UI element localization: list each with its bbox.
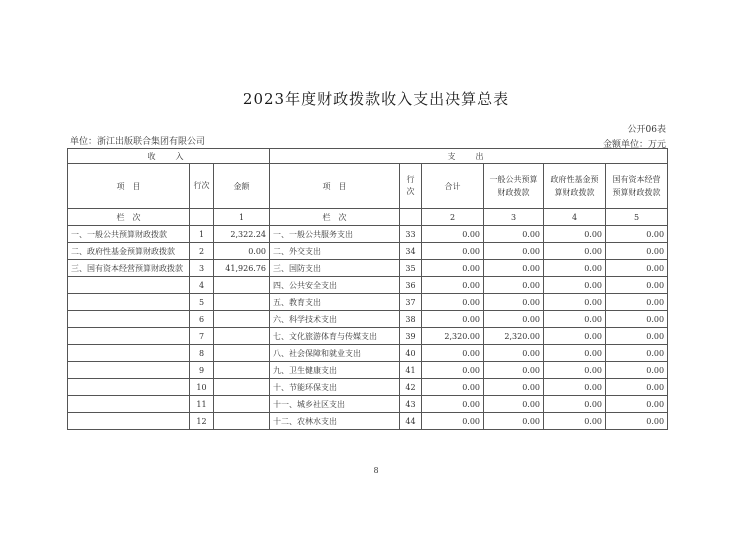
income-line-cell: 8: [190, 345, 214, 362]
general-budget-cell: 0.00: [484, 345, 544, 362]
expense-item-cell: 十二、农林水支出: [270, 413, 400, 430]
income-amount-cell: [214, 345, 270, 362]
income-amount-cell: [214, 396, 270, 413]
income-section-header: 收 入: [68, 149, 270, 164]
income-amount-cell: [214, 413, 270, 430]
expense-section-header: 支 出: [270, 149, 668, 164]
income-amount-cell: [214, 379, 270, 396]
total-cell: 0.00: [422, 362, 484, 379]
gov-fund-cell: 0.00: [544, 413, 606, 430]
expense-line-cell: 42: [400, 379, 422, 396]
income-amount-cell: [214, 362, 270, 379]
general-budget-cell: 0.00: [484, 260, 544, 277]
general-budget-cell: 0.00: [484, 413, 544, 430]
column-index-row: [68, 209, 668, 226]
header-total: 合计: [422, 164, 484, 209]
expense-item-cell: 十一、城乡社区支出: [270, 396, 400, 413]
income-line-cell: 11: [190, 396, 214, 413]
expense-item-cell: 九、卫生健康支出: [270, 362, 400, 379]
income-line-cell: 12: [190, 413, 214, 430]
col-index-1: 1: [214, 209, 270, 226]
table-row: [68, 294, 668, 311]
header-gov-fund: 政府性基金预算财政拨款: [544, 164, 606, 209]
income-amount-cell: [214, 311, 270, 328]
state-capital-cell: 0.00: [606, 294, 668, 311]
general-budget-cell: 0.00: [484, 277, 544, 294]
income-item-cell: [68, 277, 190, 294]
page-number: 8: [373, 466, 379, 475]
expense-line-cell: 39: [400, 328, 422, 345]
expense-item-cell: 四、公共安全支出: [270, 277, 400, 294]
total-cell: 0.00: [422, 277, 484, 294]
table-number: 公开06表: [627, 125, 666, 135]
state-capital-cell: 0.00: [606, 362, 668, 379]
header-state-capital: 国有资本经营预算财政拨款: [606, 164, 668, 209]
total-cell: 0.00: [422, 413, 484, 430]
header-income-amount: 金额: [214, 164, 270, 209]
budget-table: [67, 148, 668, 430]
gov-fund-cell: 0.00: [544, 243, 606, 260]
expense-item-cell: 六、科学技术支出: [270, 311, 400, 328]
expense-item-cell: 五、教育支出: [270, 294, 400, 311]
gov-fund-cell: 0.00: [544, 311, 606, 328]
header-income-item: 项 目: [68, 164, 190, 209]
income-line-cell: 10: [190, 379, 214, 396]
general-budget-cell: 0.00: [484, 396, 544, 413]
income-amount-cell: [214, 328, 270, 345]
expense-line-cell: 41: [400, 362, 422, 379]
state-capital-cell: 0.00: [606, 379, 668, 396]
income-item-cell: 三、国有资本经营预算财政拨款: [68, 260, 190, 277]
total-cell: 0.00: [422, 294, 484, 311]
column-header-row: [68, 164, 668, 209]
state-capital-cell: 0.00: [606, 328, 668, 345]
expense-line-cell: 43: [400, 396, 422, 413]
expense-line-cell: 35: [400, 260, 422, 277]
income-amount-cell: [214, 294, 270, 311]
gov-fund-cell: 0.00: [544, 260, 606, 277]
income-amount-cell: [214, 277, 270, 294]
expense-item-cell: 八、社会保障和就业支出: [270, 345, 400, 362]
col-index-empty: [400, 209, 422, 226]
header-expense-item: 项 目: [270, 164, 400, 209]
total-cell: 0.00: [422, 345, 484, 362]
gov-fund-cell: 0.00: [544, 226, 606, 243]
income-line-cell: 9: [190, 362, 214, 379]
expense-item-cell: 七、文化旅游体育与传媒支出: [270, 328, 400, 345]
expense-line-cell: 44: [400, 413, 422, 430]
header-income-line: 行次: [190, 164, 214, 209]
general-budget-cell: 0.00: [484, 294, 544, 311]
income-line-cell: 1: [190, 226, 214, 243]
col-index-label-left: 栏 次: [68, 209, 190, 226]
income-line-cell: 4: [190, 277, 214, 294]
gov-fund-cell: 0.00: [544, 379, 606, 396]
expense-item-cell: 一、一般公共服务支出: [270, 226, 400, 243]
income-item-cell: [68, 311, 190, 328]
expense-line-cell: 33: [400, 226, 422, 243]
table-row: [68, 243, 668, 260]
currency-unit: 金额单位：万元: [602, 140, 666, 150]
table-row: [68, 260, 668, 277]
total-cell: 0.00: [422, 226, 484, 243]
col-index-5: 5: [606, 209, 668, 226]
col-index-empty: [190, 209, 214, 226]
income-line-cell: 6: [190, 311, 214, 328]
col-index-label-right: 栏 次: [270, 209, 400, 226]
table-row: [68, 379, 668, 396]
table-row: [68, 345, 668, 362]
state-capital-cell: 0.00: [606, 345, 668, 362]
header-general-budget: 一般公共预算财政拨款: [484, 164, 544, 209]
gov-fund-cell: 0.00: [544, 362, 606, 379]
general-budget-cell: 0.00: [484, 226, 544, 243]
section-header-row: [68, 149, 668, 164]
table-body: [68, 149, 668, 430]
income-item-cell: 一、一般公共预算财政拨款: [68, 226, 190, 243]
income-item-cell: [68, 294, 190, 311]
state-capital-cell: 0.00: [606, 396, 668, 413]
expense-line-cell: 37: [400, 294, 422, 311]
total-cell: 0.00: [422, 311, 484, 328]
general-budget-cell: 2,320.00: [484, 328, 544, 345]
expense-line-cell: 34: [400, 243, 422, 260]
total-cell: 0.00: [422, 243, 484, 260]
table-row: [68, 277, 668, 294]
income-item-cell: [68, 328, 190, 345]
state-capital-cell: 0.00: [606, 243, 668, 260]
income-amount-cell: 41,926.76: [214, 260, 270, 277]
table-row: [68, 311, 668, 328]
expense-item-cell: 二、外交支出: [270, 243, 400, 260]
table-row: [68, 362, 668, 379]
expense-line-cell: 38: [400, 311, 422, 328]
table-row: [68, 328, 668, 345]
income-item-cell: [68, 362, 190, 379]
income-item-cell: [68, 379, 190, 396]
income-line-cell: 5: [190, 294, 214, 311]
table-row: [68, 413, 668, 430]
gov-fund-cell: 0.00: [544, 294, 606, 311]
gov-fund-cell: 0.00: [544, 277, 606, 294]
gov-fund-cell: 0.00: [544, 345, 606, 362]
table-row: [68, 396, 668, 413]
state-capital-cell: 0.00: [606, 260, 668, 277]
total-cell: 0.00: [422, 379, 484, 396]
state-capital-cell: 0.00: [606, 413, 668, 430]
gov-fund-cell: 0.00: [544, 328, 606, 345]
state-capital-cell: 0.00: [606, 311, 668, 328]
state-capital-cell: 0.00: [606, 277, 668, 294]
state-capital-cell: 0.00: [606, 226, 668, 243]
col-index-3: 3: [484, 209, 544, 226]
income-line-cell: 7: [190, 328, 214, 345]
expense-item-cell: 十、节能环保支出: [270, 379, 400, 396]
income-amount-cell: 0.00: [214, 243, 270, 260]
income-item-cell: [68, 413, 190, 430]
gov-fund-cell: 0.00: [544, 396, 606, 413]
income-line-cell: 3: [190, 260, 214, 277]
general-budget-cell: 0.00: [484, 379, 544, 396]
total-cell: 0.00: [422, 260, 484, 277]
col-index-4: 4: [544, 209, 606, 226]
expense-item-cell: 三、国防支出: [270, 260, 400, 277]
income-item-cell: [68, 396, 190, 413]
income-amount-cell: 2,322.24: [214, 226, 270, 243]
total-cell: 2,320.00: [422, 328, 484, 345]
col-index-2: 2: [422, 209, 484, 226]
expense-line-cell: 36: [400, 277, 422, 294]
general-budget-cell: 0.00: [484, 362, 544, 379]
income-item-cell: 二、政府性基金预算财政拨款: [68, 243, 190, 260]
expense-line-cell: 40: [400, 345, 422, 362]
header-expense-line: 行次: [400, 164, 422, 209]
page-title: 2023年度财政拨款收入支出决算总表: [242, 90, 510, 108]
general-budget-cell: 0.00: [484, 311, 544, 328]
income-line-cell: 2: [190, 243, 214, 260]
income-item-cell: [68, 345, 190, 362]
table-row: [68, 226, 668, 243]
general-budget-cell: 0.00: [484, 243, 544, 260]
reporting-unit: 单位：浙江出版联合集团有限公司: [70, 137, 206, 147]
total-cell: 0.00: [422, 396, 484, 413]
